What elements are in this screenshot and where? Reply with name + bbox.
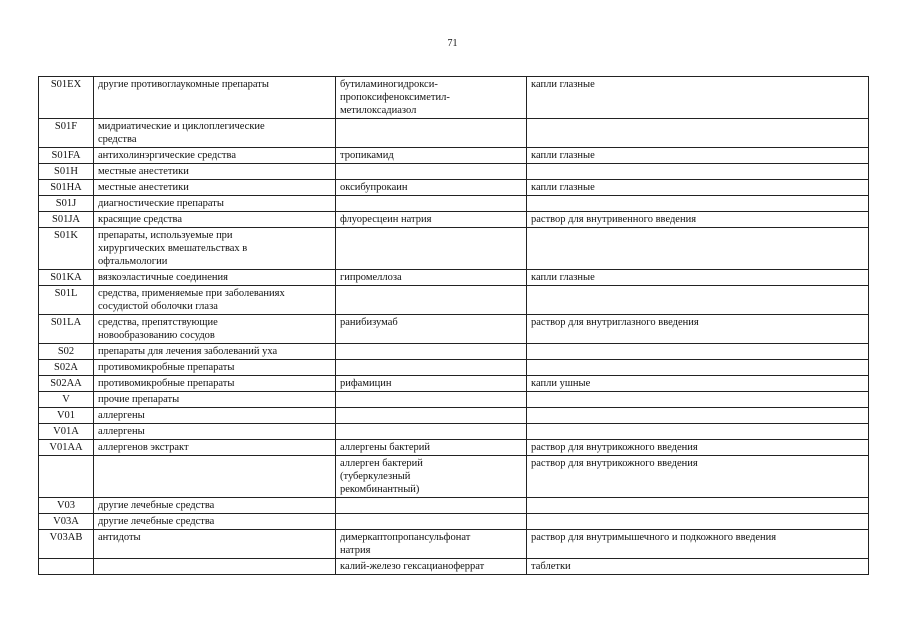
atc-code-cell: S01L <box>39 286 94 315</box>
drug-name-cell <box>336 164 527 180</box>
atc-code-cell: S02 <box>39 344 94 360</box>
dosage-form-cell <box>527 196 869 212</box>
atc-code-cell: S01EX <box>39 77 94 119</box>
drug-name-cell <box>336 344 527 360</box>
dosage-form-cell <box>527 408 869 424</box>
dosage-form-cell: раствор для внутриглазного введения <box>527 315 869 344</box>
drug-name-cell <box>336 119 527 148</box>
dosage-form-cell: раствор для внутрикожного введения <box>527 440 869 456</box>
drug-name-cell <box>336 392 527 408</box>
drug-name-cell <box>336 360 527 376</box>
dosage-form-cell: капли глазные <box>527 148 869 164</box>
atc-code-cell: S01JA <box>39 212 94 228</box>
table-row <box>39 77 869 119</box>
atc-code-cell: S01H <box>39 164 94 180</box>
drug-name-cell: оксибупрокаин <box>336 180 527 196</box>
table-row <box>39 408 869 424</box>
table-row <box>39 212 869 228</box>
dosage-form-cell <box>527 360 869 376</box>
dosage-form-cell <box>527 228 869 270</box>
group-name-cell <box>94 559 336 575</box>
page-number: 71 <box>447 38 458 49</box>
group-name-cell: средства, применяемые при заболеваниях сосудистой оболочки глаза <box>94 286 336 315</box>
atc-code-cell: S01F <box>39 119 94 148</box>
drug-name-cell: калий-железо гексацианоферрат <box>336 559 527 575</box>
group-name-cell: антидоты <box>94 530 336 559</box>
group-name-cell: антихолинэргические средства <box>94 148 336 164</box>
atc-code-cell: V01 <box>39 408 94 424</box>
table-row <box>39 196 869 212</box>
dosage-form-cell <box>527 344 869 360</box>
table-row <box>39 270 869 286</box>
drug-name-cell <box>336 514 527 530</box>
table-row <box>39 119 869 148</box>
atc-code-cell: V01AA <box>39 440 94 456</box>
drug-name-cell: аллерген бактерий (туберкулезный рекомбинантный) <box>336 456 527 498</box>
dosage-form-cell: раствор для внутривенного введения <box>527 212 869 228</box>
drug-name-cell: флуоресцеин натрия <box>336 212 527 228</box>
atc-code-cell: V01A <box>39 424 94 440</box>
atc-code-cell: S01LA <box>39 315 94 344</box>
dosage-form-cell: раствор для внутримышечного и подкожного введения <box>527 530 869 559</box>
dosage-form-cell: капли глазные <box>527 180 869 196</box>
table-row <box>39 376 869 392</box>
atc-code-cell: S02AA <box>39 376 94 392</box>
dosage-form-cell <box>527 514 869 530</box>
group-name-cell: препараты, используемые при хирургических вмешательствах в офтальмологии <box>94 228 336 270</box>
group-name-cell: противомикробные препараты <box>94 376 336 392</box>
atc-code-cell <box>39 559 94 575</box>
table-row <box>39 315 869 344</box>
drug-name-cell <box>336 286 527 315</box>
group-name-cell: аллергенов экстракт <box>94 440 336 456</box>
drug-name-cell <box>336 424 527 440</box>
group-name-cell: местные анестетики <box>94 164 336 180</box>
dosage-form-cell: капли глазные <box>527 270 869 286</box>
dosage-form-cell <box>527 424 869 440</box>
group-name-cell: местные анестетики <box>94 180 336 196</box>
atc-code-cell: S01J <box>39 196 94 212</box>
dosage-form-cell: капли глазные <box>527 77 869 119</box>
group-name-cell: аллергены <box>94 408 336 424</box>
group-name-cell: противомикробные препараты <box>94 360 336 376</box>
group-name-cell: диагностические препараты <box>94 196 336 212</box>
drug-name-cell: димеркаптопропансульфонат натрия <box>336 530 527 559</box>
table-row <box>39 228 869 270</box>
table-row <box>39 286 869 315</box>
drug-name-cell: гипромеллоза <box>336 270 527 286</box>
atc-code-cell <box>39 456 94 498</box>
table-row <box>39 530 869 559</box>
dosage-form-cell <box>527 164 869 180</box>
atc-code-cell: S01FA <box>39 148 94 164</box>
drug-name-cell: аллергены бактерий <box>336 440 527 456</box>
table-row <box>39 148 869 164</box>
group-name-cell: аллергены <box>94 424 336 440</box>
table-row <box>39 424 869 440</box>
atc-code-cell: S02A <box>39 360 94 376</box>
table-row <box>39 514 869 530</box>
dosage-form-cell <box>527 498 869 514</box>
drug-name-cell <box>336 228 527 270</box>
table-row <box>39 456 869 498</box>
drug-name-cell: ранибизумаб <box>336 315 527 344</box>
drug-name-cell <box>336 196 527 212</box>
table-row <box>39 498 869 514</box>
group-name-cell <box>94 456 336 498</box>
table-row <box>39 392 869 408</box>
atc-code-cell: V03A <box>39 514 94 530</box>
atc-code-cell: S01K <box>39 228 94 270</box>
group-name-cell: прочие препараты <box>94 392 336 408</box>
dosage-form-cell <box>527 286 869 315</box>
group-name-cell: препараты для лечения заболеваний уха <box>94 344 336 360</box>
table-row <box>39 559 869 575</box>
drug-name-cell <box>336 408 527 424</box>
group-name-cell: красящие средства <box>94 212 336 228</box>
dosage-form-cell: капли ушные <box>527 376 869 392</box>
atc-code-cell: S01HA <box>39 180 94 196</box>
atc-code-cell: V03 <box>39 498 94 514</box>
group-name-cell: мидриатические и циклоплегические средства <box>94 119 336 148</box>
group-name-cell: средства, препятствующие новообразованию сосудов <box>94 315 336 344</box>
atc-code-cell: V <box>39 392 94 408</box>
drug-name-cell: тропикамид <box>336 148 527 164</box>
drug-name-cell: бутиламиногидрокси- пропоксифеноксиметил- метилоксадиазол <box>336 77 527 119</box>
group-name-cell: вязкоэластичные соединения <box>94 270 336 286</box>
drug-name-cell: рифамицин <box>336 376 527 392</box>
dosage-form-cell <box>527 392 869 408</box>
group-name-cell: другие лечебные средства <box>94 514 336 530</box>
table-row <box>39 180 869 196</box>
table-row <box>39 440 869 456</box>
drug-table <box>38 76 869 575</box>
drug-name-cell <box>336 498 527 514</box>
dosage-form-cell: раствор для внутрикожного введения <box>527 456 869 498</box>
table-row <box>39 344 869 360</box>
group-name-cell: другие лечебные средства <box>94 498 336 514</box>
group-name-cell: другие противоглаукомные препараты <box>94 77 336 119</box>
table-row <box>39 164 869 180</box>
dosage-form-cell: таблетки <box>527 559 869 575</box>
table-row <box>39 360 869 376</box>
atc-code-cell: V03AB <box>39 530 94 559</box>
dosage-form-cell <box>527 119 869 148</box>
atc-code-cell: S01KA <box>39 270 94 286</box>
